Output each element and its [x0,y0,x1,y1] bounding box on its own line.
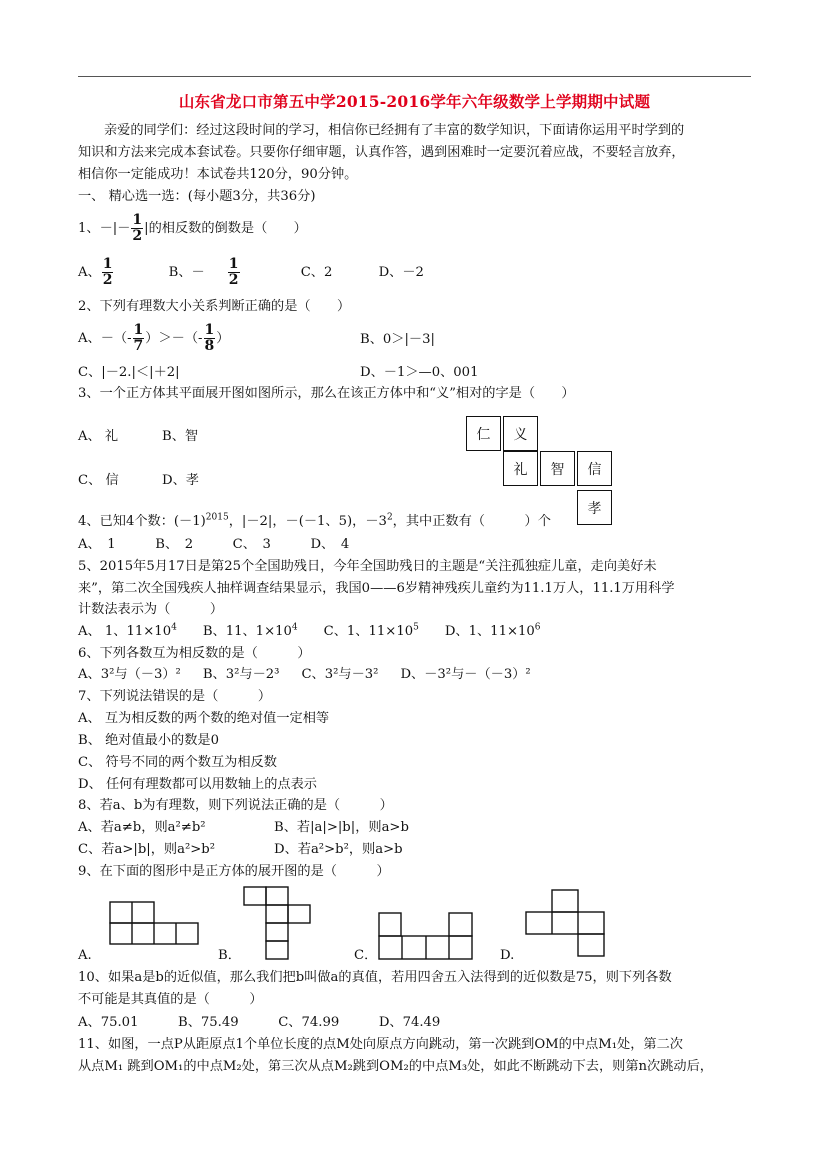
question-2-stem: 2、下列有理数大小关系判断正确的是（ ） [78,299,351,314]
net-figure-d [525,889,605,959]
question-1-stem: 1、－|－ $\frac{1}{2}$ |的相反数的倒数是（ ） [78,212,307,244]
intro-line-3: 相信你一定能成功！本试卷共120分，90分钟。 [78,167,358,182]
question-10-line-1: 10、如果a是b的近似值，那么我们把b叫做a的真值，若用四舍五入法得到的近似数是75，则下列各数 [78,970,672,985]
fraction: $\frac{1}{7}$ [133,322,144,354]
question-3-option-d: D、孝 [162,473,199,488]
question-4-options: A、 1 B、 2 C、 3 D、 4 [78,537,350,552]
question-7-option-c: C、 符号不同的两个数互为相反数 [78,755,277,770]
question-4-stem: 4、已知4个数：$(-1)^{2015}$，|－2|，－(－1、5)，$-3^2$，其中正数有（ ）个 [78,512,551,529]
question-10-options: A、75.01 B、75.49 C、74.99 D、74.49 [78,1015,441,1030]
question-5-line-1: 5、2015年5月17日是第25个全国助残日，今年全国助残日的主题是“关注孤独症儿童，走向美好未 [78,559,657,574]
intro-line-2: 知识和方法来完成本套试卷。只要你仔细审题，认真作答，遇到困难时一定要沉着应战，不要轻言放弃， [78,145,685,160]
header-rule [78,76,751,77]
fraction: $\frac{1}{2}$ [102,256,113,288]
figure-d-label: D. [500,948,515,963]
question-7-option-b: B、 绝对值最小的数是0 [78,733,219,748]
question-1-options: A、 $\frac{1}{2}$ B、－ $\frac{1}{2}$ C、2 D、－2 [78,256,424,288]
question-10-line-2: 不可能是其真值的是（ ） [78,992,263,1007]
question-2-option-b: B、0＞|－3| [360,332,435,347]
net-figure-b [243,886,311,960]
question-8-stem: 8、若a、b为有理数，则下列说法正确的是（ ） [78,798,393,813]
question-5-options: A、 1、$11\times 10^4$ B、11、$1\times 10^4$ C、1、$11\times 10^5$ D、1、$11\times 10^6$ [78,622,541,639]
question-8-option-c: C、若a>|b|，则a²>b² [78,842,216,857]
net-cell-zhi: 智 [540,451,575,486]
fraction: $\frac{1}{8}$ [204,322,215,354]
net-cell-ren: 仁 [466,416,501,451]
question-2-option-c: C、|－2.|＜|＋2| [78,365,180,380]
fraction: $\frac{1}{2}$ [132,212,143,244]
question-5-line-2: 来”，第二次全国残疾人抽样调查结果显示，我国0——6岁精神残疾儿童约为11.1万人，11.1万用科学 [78,581,675,596]
question-3-option-a: A、 礼 [78,429,119,444]
question-5-line-3: 计数法表示为（ ） [78,602,224,617]
question-7-option-a: A、 互为相反数的两个数的绝对值一定相等 [78,711,330,726]
fraction: $\frac{1}{2}$ [228,256,239,288]
question-3-option-c: C、 信 [78,473,119,488]
question-7-option-d: D、 任何有理数都可以用数轴上的点表示 [78,777,317,792]
question-9-stem: 9、在下面的图形中是正方体的展开图的是（ ） [78,864,390,879]
net-figure-c [378,912,474,960]
question-8-option-d: D、若a²>b²，则a>b [274,842,403,857]
question-8-option-a: A、若a≠b，则a²≠b² [78,820,206,835]
net-cell-yi: 义 [503,416,538,451]
question-3-option-b: B、智 [162,429,199,444]
question-6-options: A、3²与（－3）² B、3²与－2³ C、3²与－3² D、－3²与－（－3）² [78,667,531,682]
page-title: 山东省龙口市第五中学2015-2016学年六年级数学上学期期中试题 [178,92,651,111]
question-6-stem: 6、下列各数互为相反数的是（ ） [78,646,311,661]
question-3-stem: 3、一个正方体其平面展开图如图所示，那么在该正方体中和“义”相对的字是（ ） [78,386,575,401]
question-2-option-a: A、－（- $\frac{1}{7}$ ）＞－（- $\frac{1}{8}$ ） [78,322,230,354]
section-heading: 一、 精心选一选：(每小题3分，共36分) [78,189,316,204]
figure-b-label: B． [218,948,241,963]
question-8-option-b: B、若|a|>|b|，则a>b [274,820,409,835]
figure-a-label: A. [78,948,92,963]
question-7-stem: 7、下列说法错误的是（ ） [78,689,272,704]
question-11-line-2: 从点M₁ 跳到OM₁的中点M₂处，第三次从点M₂跳到OM₂的中点M₃处，如此不断跳动下去，则第n次跳动后， [78,1059,713,1074]
net-cell-xiao: 孝 [577,490,612,525]
intro-line-1: 亲爱的同学们：经过这段时间的学习，相信你已经拥有了丰富的数学知识，下面请你运用平时学到的 [104,123,685,138]
net-figure-a [109,901,199,945]
question-11-line-1: 11、如图，一点P从距原点1个单位长度的点M处向原点方向跳动，第一次跳到OM的中点M₁处，第二次 [78,1037,683,1052]
net-cell-li: 礼 [503,451,538,486]
net-cell-xin: 信 [577,451,612,486]
question-2-option-d: D、－1＞—0、001 [360,365,479,380]
figure-c-label: C． [354,948,378,963]
